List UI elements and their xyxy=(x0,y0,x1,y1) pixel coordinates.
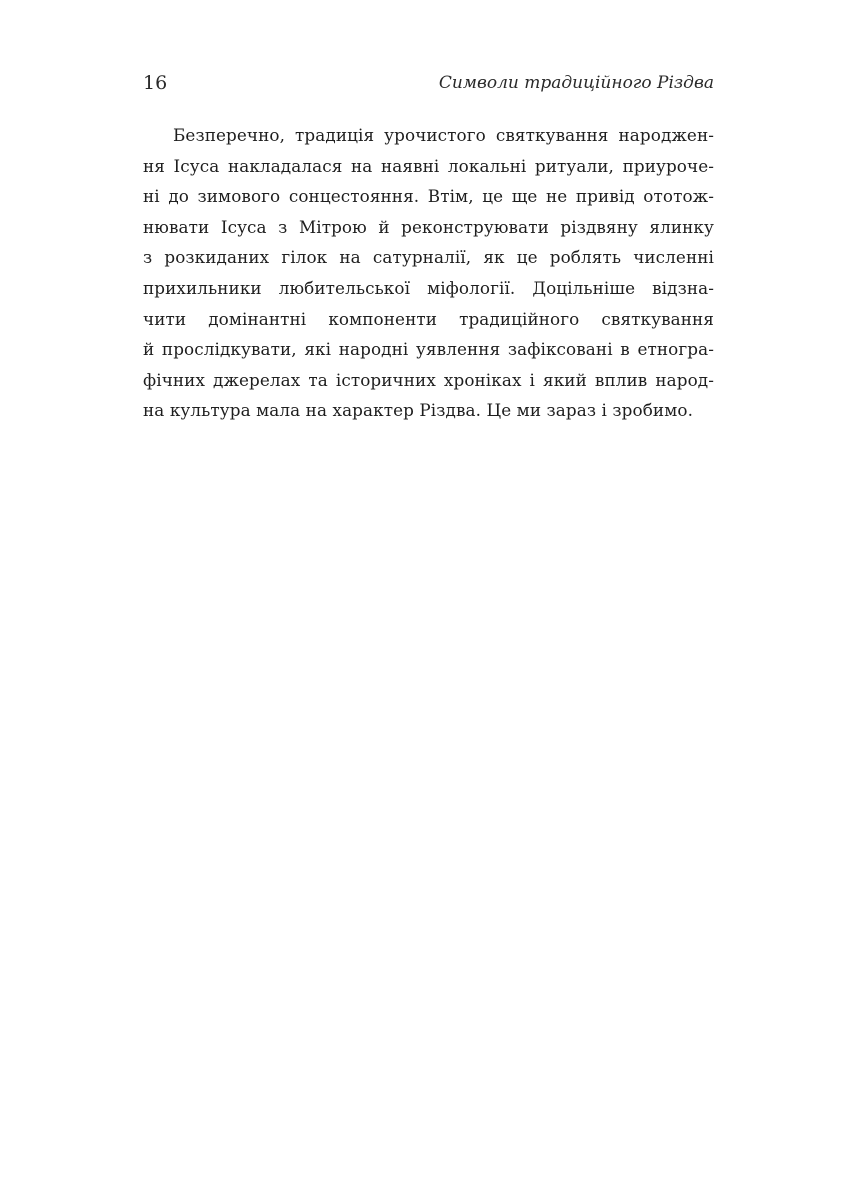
paragraph-line: ня Ісуса накладалася на наявні локальні ритуали, приуроче- xyxy=(143,155,714,176)
running-title: Символи традиційного Різдва xyxy=(438,73,714,93)
paragraph-line: чити домінантні компоненти традиційного святкування xyxy=(143,308,714,329)
paragraph-line: з розкиданих гілок на сатурналії, як це роблять численні xyxy=(143,247,714,268)
paragraph-line: на культура мала на характер Різдва. Це ми зараз і зробимо. xyxy=(143,400,694,421)
paragraph-line: ні до зимового сонцестояння. Втім, це ще не привід ототож- xyxy=(143,186,714,207)
paragraph-line: фічних джерелах та історичних хроніках і який вплив народ- xyxy=(143,369,714,390)
body-paragraph xyxy=(143,120,714,426)
page-number: 16 xyxy=(143,72,168,94)
paragraph-line: прихильники любительської міфології. Доцільніше відзна- xyxy=(143,277,714,298)
paragraph-line: й прослідкувати, які народні уявлення зафіксовані в етногра- xyxy=(143,339,714,360)
paragraph-line: нювати Ісуса з Мітрою й реконструювати різдвяну ялинку xyxy=(143,216,714,237)
running-head xyxy=(143,70,714,100)
paragraph-line: Безперечно, традиція урочистого святкування народжен- xyxy=(173,125,714,145)
